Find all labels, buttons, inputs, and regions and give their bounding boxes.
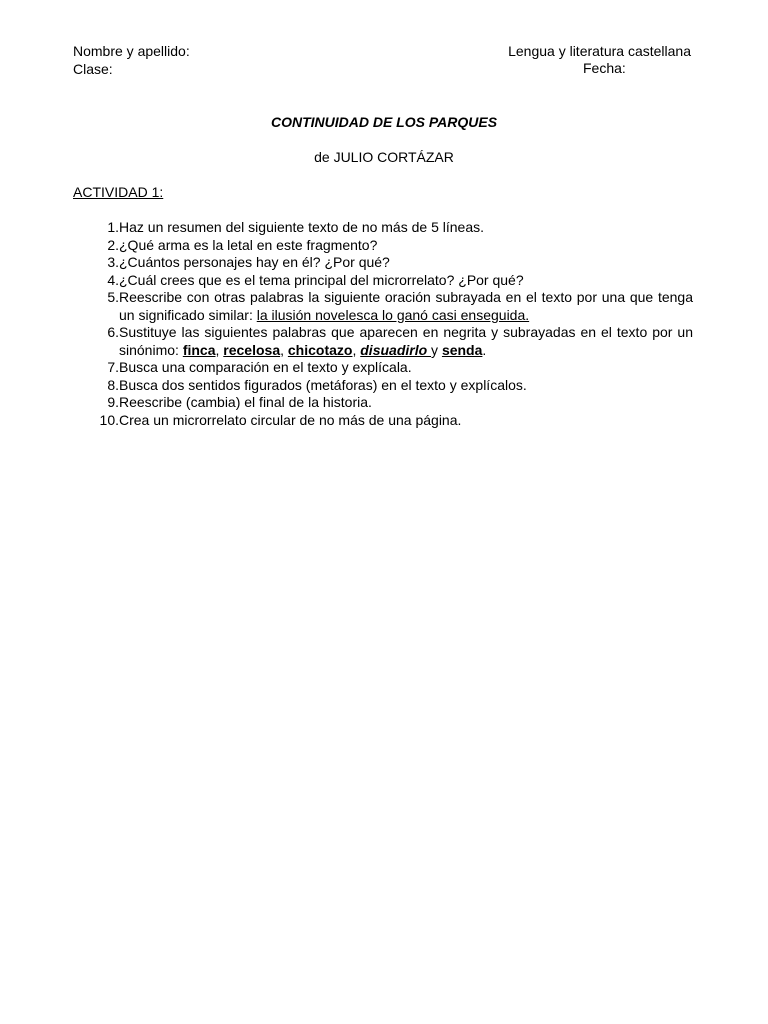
end-punctuation: . bbox=[482, 341, 487, 358]
item-number: 1. bbox=[107, 219, 119, 235]
item-number: 7. bbox=[107, 359, 119, 375]
word-chicotazo: chicotazo bbox=[287, 341, 353, 358]
separator: , bbox=[280, 341, 288, 358]
item-text: Busca dos sentidos figurados (metáforas) en el texto y explícalos. bbox=[119, 376, 527, 393]
class-label: Clase: bbox=[73, 60, 113, 77]
item-number: 4. bbox=[107, 271, 119, 288]
item-text: Haz un resumen del siguiente texto de no más de 5 líneas. bbox=[119, 219, 484, 235]
list-item bbox=[73, 219, 693, 237]
subject-label: Lengua y literatura castellana bbox=[508, 43, 691, 59]
separator: , bbox=[215, 341, 224, 358]
item-text: Crea un microrrelato circular de no más de una página. bbox=[119, 411, 462, 428]
item-text-main: Reescribe con otras palabras la siguiente oración subrayada en el texto por una que tenga un significado similar: bbox=[119, 289, 693, 323]
item-text: ¿Qué arma es la letal en este fragmento? bbox=[119, 236, 378, 253]
item-number: 6. bbox=[107, 324, 119, 340]
list-item bbox=[73, 289, 693, 324]
item-text-main: Sustituye las siguientes palabras que aparecen en negrita y subrayadas en el texto por un sinónimo: bbox=[119, 324, 693, 358]
item-number: 3. bbox=[107, 254, 119, 270]
list-item bbox=[73, 394, 693, 412]
document-title: CONTINUIDAD DE LOS PARQUES bbox=[270, 114, 498, 130]
list-item bbox=[73, 324, 693, 359]
item-text: ¿Cuántos personajes hay en él? ¿Por qué? bbox=[119, 254, 390, 270]
item-text bbox=[119, 289, 693, 324]
activity-heading: ACTIVIDAD 1: bbox=[73, 184, 164, 200]
item-number: 10. bbox=[99, 411, 119, 428]
list-item bbox=[73, 412, 693, 430]
item-number: 2. bbox=[107, 236, 119, 253]
item-text: ¿Cuál crees que es el tema principal del microrrelato? ¿Por qué? bbox=[119, 271, 524, 288]
list-item bbox=[73, 237, 693, 255]
separator: , bbox=[352, 341, 361, 358]
list-item bbox=[73, 254, 693, 272]
question-list bbox=[73, 219, 693, 429]
list-item bbox=[73, 377, 693, 395]
item-number: 8. bbox=[107, 376, 119, 393]
word-disuadirlo: disuadirlo bbox=[360, 341, 432, 358]
item-text: Reescribe (cambia) el final de la historia. bbox=[119, 394, 372, 410]
underlined-sentence: la ilusión novelesca lo ganó casi enseguida. bbox=[256, 306, 530, 323]
separator: y bbox=[431, 341, 442, 358]
document-author: de JULIO CORTÁZAR bbox=[314, 149, 454, 165]
item-number: 9. bbox=[107, 394, 119, 410]
date-label: Fecha: bbox=[583, 60, 626, 76]
list-item bbox=[73, 272, 693, 290]
word-senda: senda bbox=[441, 341, 483, 358]
name-label: Nombre y apellido: bbox=[73, 43, 190, 59]
item-text bbox=[119, 324, 693, 359]
student-info bbox=[73, 43, 190, 78]
item-text: Busca una comparación en el texto y explícala. bbox=[119, 359, 412, 375]
word-recelosa: recelosa bbox=[223, 341, 281, 358]
word-finca: finca bbox=[182, 341, 216, 358]
list-item bbox=[73, 359, 693, 377]
item-number: 5. bbox=[107, 289, 119, 305]
